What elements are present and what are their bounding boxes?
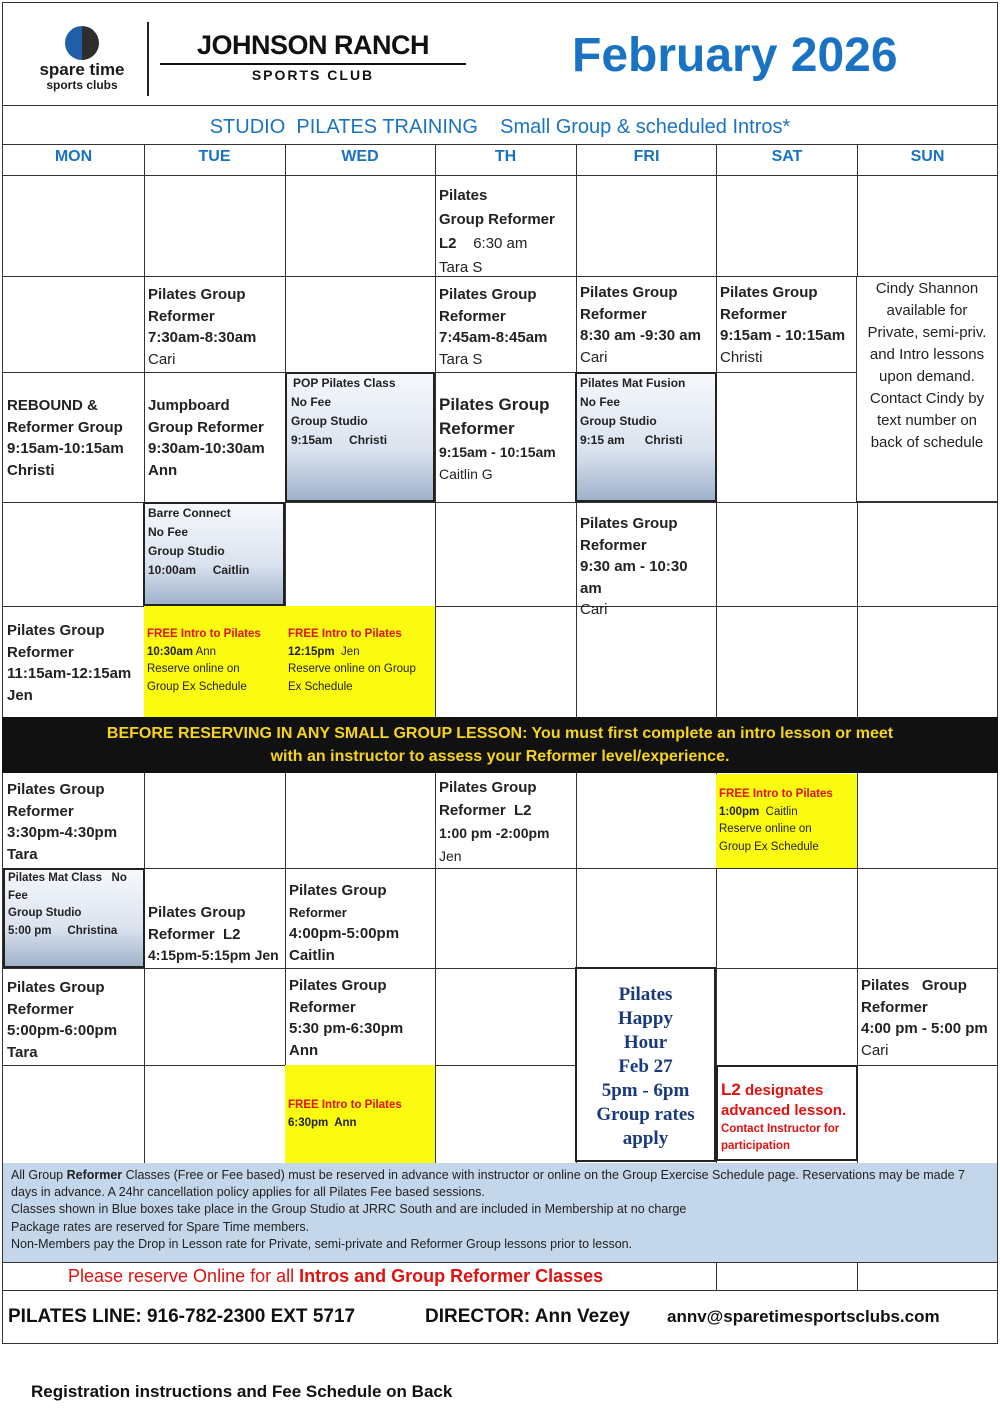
header-divider (147, 22, 149, 96)
class-instructor: Ann (289, 1041, 319, 1059)
class-line: Barre Connect (148, 506, 231, 520)
class-line: Pilates Group (439, 395, 550, 414)
l2-line: participation (721, 1140, 791, 1152)
class-th-pilates-l2 (435, 182, 576, 282)
class-time: 4:15pm-5:15pm Jen (148, 947, 279, 963)
class-time: 8:30 am -9:30 am (580, 327, 701, 344)
johnson-ranch-logo (160, 30, 466, 83)
class-time: 4:00 pm - 5:00 pm (861, 1020, 988, 1037)
free-intro-tue (144, 606, 285, 717)
note-paragraph: Package rates are reserved for Spare Time members. (11, 1219, 310, 1234)
class-line: Reformer (861, 998, 928, 1016)
hh-line: Pilates (618, 984, 673, 1005)
class-line: No Fee (291, 395, 332, 409)
class-th-group-reformer (435, 282, 576, 372)
class-instructor: Tara S (439, 350, 483, 368)
intro-time: 6:30pm Ann (288, 1116, 357, 1129)
class-fri-group-reformer (576, 280, 717, 370)
class-th-group-reformer-l2 (435, 774, 576, 870)
l2-designation-note (716, 1065, 858, 1161)
hh-line: Hour (623, 1032, 668, 1053)
class-time: 7:45am-8:45am (439, 329, 548, 346)
class-time: 10:00am Caitlin (148, 563, 250, 577)
class-line: Group Reformer (148, 418, 264, 436)
reservation-policy-notes (3, 1163, 997, 1262)
l2-line: Contact Instructor for (721, 1123, 840, 1135)
intro-instructor: Jen (334, 645, 360, 658)
class-tue-jumpboard (144, 393, 285, 483)
note-paragraph: Classes shown in Blue boxes take place in the Group Studio at JRRC South and are included in Membership at no charge (11, 1202, 687, 1217)
class-fri-mat-fusion (575, 372, 717, 502)
note-text: All Group (11, 1168, 67, 1182)
class-tue-group-reformer-l2 (144, 900, 285, 969)
intro-time (288, 644, 432, 662)
class-time: 7:30am-8:30am (148, 329, 257, 346)
class-time: 9:15am-10:15am (7, 440, 124, 457)
class-line: Pilates Group (439, 779, 537, 796)
grid-line (2, 175, 998, 176)
class-time: 11:15am-12:15am (7, 665, 132, 682)
class-line: Group Reformer (439, 211, 555, 228)
class-instructor: Cari (861, 1041, 889, 1059)
intro-title: FREE Intro to Pilates (288, 1099, 402, 1111)
class-th-group-reformer-915 (435, 391, 576, 487)
class-instructor: Caitlin (289, 946, 335, 964)
spare-time-logo-icon (65, 26, 99, 60)
intro-line: Reserve online on Group (288, 663, 416, 675)
class-instructor: Christi (720, 348, 763, 366)
class-wed-group-reformer-400 (285, 878, 435, 968)
class-line: Pilates Group (7, 622, 105, 639)
l2-line (721, 1080, 853, 1101)
class-instructor: Cari (580, 601, 608, 618)
note-line: back of schedule (870, 434, 984, 451)
class-mon-rebound-reformer (3, 393, 144, 483)
intro-title: FREE Intro to Pilates (288, 628, 402, 640)
class-line: Group Studio (8, 907, 82, 919)
note-line: Private, semi-priv. (867, 324, 987, 341)
class-line: Reformer (439, 307, 506, 325)
class-line: Pilates (439, 187, 488, 204)
hh-line: 5pm - 6pm (601, 1080, 690, 1101)
class-line: Reformer (7, 643, 74, 661)
page-subtitle: STUDIO PILATES TRAINING Small Group & scheduled Intros* (209, 116, 791, 138)
class-line: Jumpboard (148, 397, 230, 414)
intro-line: Ex Schedule (288, 680, 353, 693)
cindy-private-lessons-note (856, 276, 998, 502)
class-time: 6:30 am (473, 235, 528, 252)
day-wed: WED (341, 148, 379, 165)
class-line: Reformer (289, 904, 347, 920)
class-line: Fee (8, 889, 28, 902)
intro-time (719, 804, 854, 822)
class-tue-group-reformer (144, 282, 285, 372)
free-intro-wed-630 (285, 1065, 435, 1163)
director-email: annv@sparetimesportsclubs.com (667, 1307, 940, 1326)
class-line: Pilates Group (7, 781, 105, 798)
reserve-text-bold: Intros and Group Reformer Classes (299, 1266, 604, 1286)
director-name: DIRECTOR: Ann Vezey (425, 1306, 630, 1327)
month-title: February 2026 (572, 29, 898, 82)
l2-line: advanced lesson. (721, 1102, 847, 1119)
note-line: text number on (876, 412, 978, 429)
class-line: No Fee (580, 395, 621, 409)
class-line: Reformer (7, 802, 74, 820)
hh-line: Group rates (596, 1104, 695, 1125)
reserve-text: Please reserve Online for all (68, 1266, 300, 1286)
class-wed-group-reformer-530 (285, 973, 435, 1063)
class-time: 9:15am - 10:15am (439, 444, 556, 460)
class-instructor: Cari (148, 350, 176, 368)
pilates-happy-hour (575, 967, 716, 1162)
grid-line (2, 372, 998, 373)
class-instructor: Christi (7, 461, 55, 479)
class-line: Reformer (7, 1000, 74, 1018)
day-sat: SAT (771, 148, 803, 165)
intro-time-value: 1:00pm (719, 805, 760, 818)
hh-line: Feb 27 (618, 1056, 673, 1077)
note-line: Contact Cindy by (869, 390, 985, 407)
class-line: Reformer (289, 998, 356, 1016)
class-line: Group Studio (291, 414, 368, 428)
class-time: 3:30pm-4:30pm (7, 824, 118, 841)
class-line: Reformer (580, 305, 647, 323)
intro-instructor: Ann (193, 645, 217, 658)
free-intro-sat (716, 774, 857, 868)
class-time: 5:00 pm Christina (8, 924, 118, 937)
divider-line (2, 144, 998, 145)
intro-time-value: 10:30am (147, 645, 194, 658)
l2-text: designates (740, 1082, 824, 1099)
intro-line: Group Ex Schedule (147, 680, 247, 693)
class-line: Reformer (439, 419, 515, 438)
class-line: REBOUND & (7, 397, 98, 414)
day-mon: MON (54, 148, 93, 165)
class-line: Group Studio (580, 414, 657, 428)
class-time: 1:00 pm -2:00pm (439, 825, 550, 841)
class-line: Pilates Group (580, 284, 678, 301)
note-text: Reformer (66, 1168, 123, 1182)
intro-time-value: 12:15pm (288, 645, 335, 658)
class-fri-group-reformer-930 (576, 511, 717, 623)
note-line: and Intro lessons (869, 346, 985, 363)
grid-line (2, 1262, 998, 1263)
l2-label: L2 (721, 1080, 741, 1099)
hh-line: Happy (618, 1008, 673, 1029)
class-line: Pilates Mat Class No (8, 872, 127, 884)
class-mon-pilates-mat (3, 868, 145, 968)
reserving-notice-banner (2, 717, 998, 773)
class-instructor: Jen (7, 686, 33, 704)
spare-time-logo (22, 26, 142, 92)
class-time: 9:15 am Christi (580, 433, 683, 447)
class-line: Pilates Group (861, 977, 967, 994)
class-instructor: Tara (7, 845, 38, 863)
class-line: Reformer L2 (439, 802, 532, 819)
reserve-online-note (68, 1266, 603, 1287)
banner-line: BEFORE RESERVING IN ANY SMALL GROUP LESSON: You must first complete an intro lesson or meet (106, 725, 894, 742)
club-name: JOHNSON RANCH (196, 30, 430, 60)
class-time: 5:30 pm-6:30pm (289, 1020, 404, 1037)
class-line: Pilates Group (720, 284, 818, 301)
class-time: 5:00pm-6:00pm (7, 1022, 118, 1039)
intro-instructor: Caitlin (759, 805, 798, 818)
class-line: Reformer Group (7, 418, 123, 436)
class-line: Pilates Group (148, 904, 246, 921)
intro-time (147, 644, 282, 662)
class-line: Pilates Group (289, 882, 387, 899)
class-line (439, 232, 572, 256)
class-instructor: Jen (439, 848, 462, 864)
class-instructor: Ann (148, 461, 178, 479)
class-time: 9:15am - 10:15am (720, 327, 846, 344)
col-line (716, 1262, 717, 1290)
intro-line: Group Ex Schedule (719, 840, 819, 853)
class-line: Pilates Group (439, 286, 537, 303)
hh-line: apply (622, 1128, 669, 1149)
day-fri: FRI (633, 148, 660, 165)
class-time: 9:15am Christi (291, 433, 388, 447)
class-line: Reformer (580, 536, 647, 554)
class-tue-barre-connect (143, 502, 285, 606)
club-sub: SPORTS CLUB (251, 67, 375, 83)
logo-line1: spare time (39, 60, 125, 79)
class-line: No Fee (148, 525, 189, 539)
banner-line: with an instructor to assess your Reformer level/experience. (270, 748, 730, 765)
class-time: 9:30am-10:30am (148, 440, 265, 457)
day-th: TH (494, 148, 517, 165)
class-instructor: Cari (580, 348, 608, 366)
class-mon-group-reformer-1115 (3, 618, 144, 708)
class-line: Reformer L2 (148, 925, 241, 943)
day-sun: SUN (910, 148, 945, 165)
class-line: Reformer (148, 307, 215, 325)
class-level: L2 (439, 235, 457, 252)
class-line: Pilates Group (289, 977, 387, 994)
col-line (857, 1262, 858, 1290)
note-line: available for (886, 302, 968, 319)
intro-line: Reserve online on (147, 663, 240, 675)
class-instructor: Tara S (439, 259, 483, 276)
intro-title: FREE Intro to Pilates (719, 788, 833, 800)
class-line: Pilates Mat Fusion (580, 376, 686, 390)
class-wed-pop-pilates (285, 372, 435, 502)
note-text: Classes (Free or Fee based) must be reserved in advance with instructor or online on the Group Exercise Schedule page. Reservations may be made 7 days in advance. A 24hr cancellation policy applies for all Pilates Fee based sessions. (11, 1168, 965, 1200)
free-intro-wed (285, 606, 435, 717)
class-mon-group-reformer-330 (3, 777, 144, 867)
day-tue: TUE (198, 148, 231, 165)
grid-line (2, 1290, 998, 1291)
intro-line: Reserve online on (719, 823, 812, 835)
class-instructor: Tara (7, 1043, 38, 1061)
class-line: Group Studio (148, 544, 225, 558)
note-line: upon demand. (879, 368, 975, 385)
class-line: Pilates Group (148, 286, 246, 303)
class-line: Pilates Group (7, 979, 105, 996)
club-rule (160, 63, 466, 65)
logo-line2: sports clubs (46, 78, 118, 92)
class-line: Reformer (720, 305, 787, 323)
class-sat-group-reformer (716, 280, 857, 370)
registration-note: Registration instructions and Fee Schedule on Back (31, 1382, 453, 1401)
note-paragraph (11, 1167, 989, 1201)
class-line: Pilates Group (580, 515, 678, 532)
note-paragraph: Non-Members pay the Drop in Lesson rate for Private, semi-private and Reformer Group lessons prior to lesson. (11, 1236, 633, 1251)
class-sun-group-reformer (857, 973, 998, 1063)
class-time: 9:30 am - 10:30 am (580, 558, 688, 597)
note-line: Cindy Shannon (875, 280, 979, 297)
pilates-line: PILATES LINE: 916-782-2300 EXT 5717 (8, 1306, 356, 1327)
intro-title: FREE Intro to Pilates (147, 628, 261, 640)
class-instructor: Caitlin G (439, 466, 493, 482)
class-time: 4:00pm-5:00pm (289, 925, 400, 942)
class-line: POP Pilates Class (293, 376, 396, 390)
class-mon-group-reformer-500 (3, 975, 144, 1065)
divider-line (2, 105, 998, 106)
